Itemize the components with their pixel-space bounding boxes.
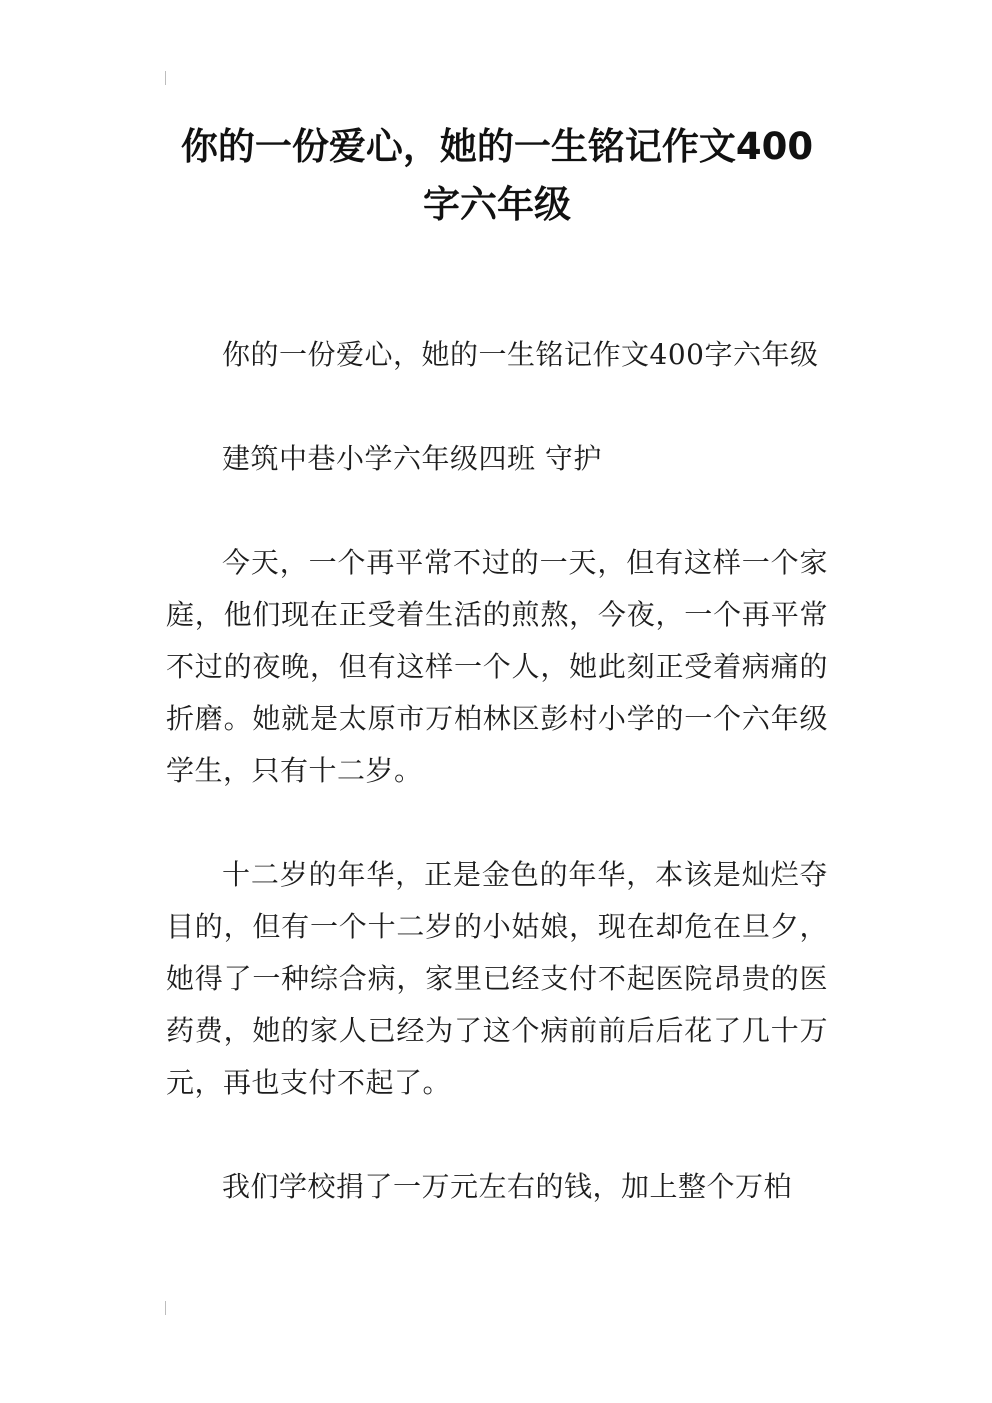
- page-corner-mark-bottom: [165, 1301, 166, 1315]
- document-title: 你的一份爱心，她的一生铭记作文400字六年级: [180, 125, 814, 226]
- document-body: [166, 329, 828, 1265]
- paragraph-heading-repeat: 你的一份爱心，她的一生铭记作文400字六年级: [222, 338, 819, 371]
- page-corner-mark-top: [165, 71, 166, 85]
- paragraph-body: 我们学校捐了一万元左右的钱，加上整个万柏: [222, 1170, 793, 1203]
- paragraph-body: 十二岁的年华，正是金色的年华，本该是灿烂夺目的，但有一个十二岁的小姑娘，现在却危在旦夕，她得了一种综合病，家里已经支付不起医院昂贵的医药费，她的家人已经为了这个病前前后后花了几十万元，再也支付不起了。: [166, 858, 828, 1099]
- paragraph-author-line: 建筑中巷小学六年级四班 守护: [222, 442, 602, 475]
- paragraph-body: 今天，一个再平常不过的一天，但有这样一个家庭，他们现在正受着生活的煎熬，今夜，一个再平常不过的夜晚，但有这样一个人，她此刻正受着病痛的折磨。她就是太原市万柏林区彭村小学的一个六年级学生，只有十二岁。: [166, 546, 828, 787]
